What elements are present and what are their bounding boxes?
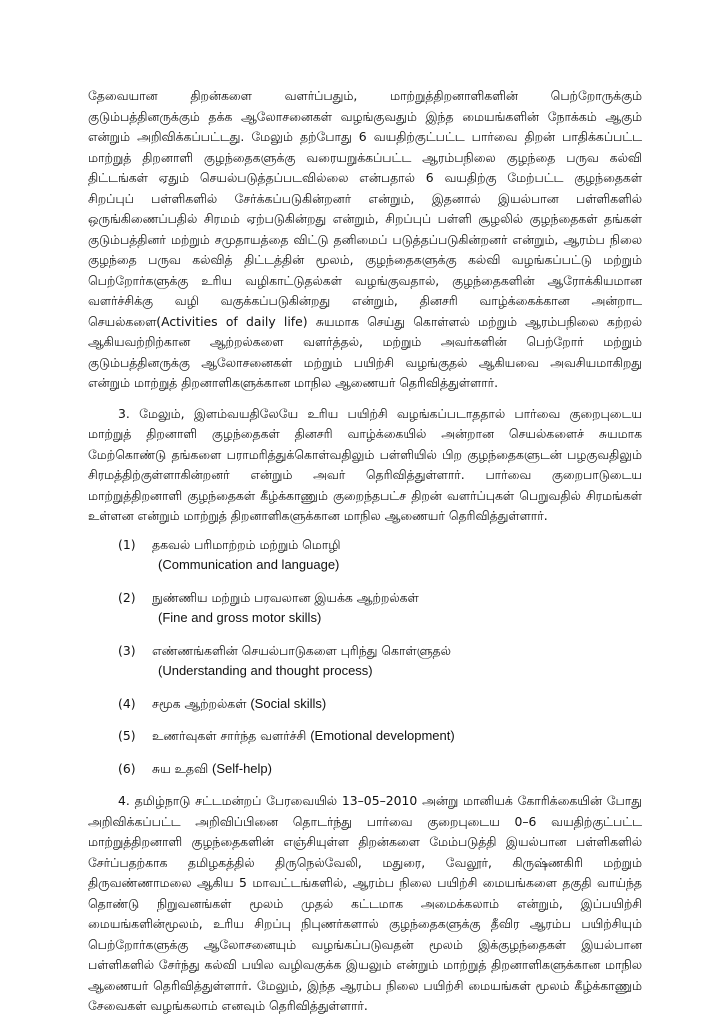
paragraph-continuation: தேவையான திறன்களை வளர்ப்பதும், மாற்றுத்திறனாளிகளின் பெற்றோருக்கும் குடும்பத்தினருக்கும் தக்க ஆலோசனைகள் வழங்குவதும் இந்த மையங்களின் நோக்கம் ஆகும் என்றும் அறிவிக்கப்பட்டது. மேலும் தற்போது 6 வயதிற்குட்பட்ட பார்வை திறன் பாதிக்கப்பட்ட மாற்றுத் திறனாளி குழந்தைகளுக்கு வரையறுக்கப்பட்ட ஆரம்பநிலை குழந்தை பருவ கல்வி திட்டங்கள் ஏதும் செயல்படுத்தப்படவில்லை என்பதால் 6 வயதிற்கு மேற்பட்ட குழந்தைகள் சிறப்புப் பள்ளிகளில் சேர்க்கப்படுகின்றனர் என்றும், இதனால் இயல்பான பள்ளிகளில் ஒருங்கிணைப்பதில் சிரமம் ஏற்படுகின்றது என்றும், சிறப்புப் பள்ளி சூழலில் குழந்தைகள் தங்கள் குடும்பத்தினர் மற்றும் சமுதாயத்தை விட்டு தனிமைப் படுத்தப்படுகின்றனர் என்றும், ஆரம்ப நிலை குழந்தை பருவ கல்வித் திட்டத்தின் மூலம், குழந்தைகளுக்கு கல்வி வழங்கப்பட்டு மற்றும் பெற்றோர்களுக்கு உரிய வழிகாட்டுதல்கள் வழங்குவதால், குழந்தைகளின் ஆரோக்கியமான வளர்ச்சிக்கு வழி வகுக்கப்படுகின்றது என்றும், தினசரி வாழ்க்கைக்கான அன்றாட செயல்களை(Activities of daily life) சுயமாக செய்து கொள்ளல் மற்றும் ஆரம்பநிலை கற்றல் ஆகியவற்றிற்கான ஆற்றல்களை வளர்த்தல், மற்றும் அவர்களின் பெற்றோர் மற்றும் குடும்பத்தினருக்கு ஆலோசனைகள் மற்றும் பயிற்சி வழங்குதல் ஆகியவை அவசியமாகிறது என்றும் மாற்றுத் திறனாளிகளுக்கான மாநில ஆணையர் தெரிவித்துள்ளார். <box>88 88 642 390</box>
paragraph-3: 3. மேலும், இளம்வயதிலேயே உரிய பயிற்சி வழங்கப்படாததால் பார்வை குறைபுடைய மாற்றுத் திறனாளி குழந்தைகள் தினசரி வாழ்க்கையில் அன்றான செயல்களைச் சுயமாக மேற்கொண்டு தங்களை பராமரித்துக்கொள்வதிலும் பள்ளியில் பிற குழந்தைகளுடன் பழகுவதிலும் சிரமத்திற்குள்ளாகின்றனர் என்றும் அவர் தெரிவித்துள்ளார். பார்வை குறைபாடுடைய மாற்றுத்திறனாளி குழந்தைகள் கீழ்க்காணும் குறைந்தபட்ச திறன் வளர்ப்புகள் பெறுவதில் சிரமங்கள் உள்ளன என்றும் மாற்றுத் திறனாளிகளுக்கான மாநில ஆணையர் தெரிவித்துள்ளார். <box>88 405 642 523</box>
paragraph-gap <box>88 394 642 404</box>
list-item-english: (Emotional development) <box>310 728 455 743</box>
list-item-text <box>152 759 642 780</box>
list-item <box>88 759 642 780</box>
list-item-text <box>152 535 642 576</box>
list-item <box>88 726 642 747</box>
list-item-text <box>152 641 642 682</box>
skills-list <box>88 535 642 780</box>
list-item-english: (Fine and gross motor skills) <box>158 610 322 625</box>
list-item-text <box>152 726 642 747</box>
list-item <box>88 694 642 715</box>
list-item-number: (3) <box>118 642 136 658</box>
list-item-tamil: எண்ணங்களின் செயல்பாடுகளை புரிந்து கொள்ளுதல் <box>152 642 451 658</box>
list-item-number: (5) <box>118 728 136 743</box>
list-item <box>88 535 642 576</box>
list-item-number: (1) <box>118 536 136 552</box>
list-item-number: (6) <box>118 760 136 776</box>
list-item-text <box>152 588 642 629</box>
list-item-tamil: சுய உதவி <box>152 760 209 776</box>
list-item-english: (Communication and language) <box>158 557 340 572</box>
list-item-tamil: தகவல் பரிமாற்றம் மற்றும் மொழி <box>152 536 341 552</box>
list-item-english: (Understanding and thought process) <box>158 663 373 678</box>
list-item <box>88 641 642 682</box>
list-item-text <box>152 694 642 715</box>
paragraph-4: 4. தமிழ்நாடு சட்டமன்றப் பேரவையில் 13–05–2010 அன்று மானியக் கோரிக்கையின் போது அறிவிக்கப்பட்ட அறிவிப்பினை தொடர்ந்து பார்வை குறைபுடைய 0–6 வயதிற்குட்பட்ட மாற்றுத்திறனாளி குழந்தைகளின் எஞ்சியுள்ள திறன்களை மேம்படுத்தி இயல்பான பள்ளிகளில் சேர்ப்பதற்காக தமிழகத்தில் திருநெல்வேலி, மதுரை, வேலூர், கிருஷ்ணகிரி மற்றும் திருவண்ணாமலை ஆகிய 5 மாவட்டங்களில், ஆரம்ப நிலை பயிற்சி மையங்களை தகுதி வாய்ந்த தொண்டு நிறுவனங்கள் மூலம் முதல் கட்டமாக அமைக்கலாம் என்றும், இப்பயிற்சி மையங்களின்மூலம், உரிய சிறப்பு நிபுணர்களால் குழந்தைகளுக்கு தீவிர ஆரம்ப பயிற்சியும் பெற்றோர்களுக்கு ஆலோசனையும் வழங்கப்படுவதன் மூலம் இக்குழந்தைகள் இயல்பான பள்ளிகளில் சேர்ந்து கல்வி பயில வழிவகுக்க இயலும் என்றும் மாற்றுத் திறனாளிகளுக்கான மாநில ஆணையர் தெரிவித்துள்ளார். மேலும், இந்த ஆரம்ப நிலை பயிற்சி மையங்கள் மூலம் கீழ்க்காணும் சேவைகள் வழங்கலாம் எனவும் தெரிவித்துள்ளார். <box>88 793 642 1013</box>
list-item <box>88 588 642 629</box>
list-item-number: (4) <box>118 695 136 711</box>
list-item-english: (Self-help) <box>212 760 272 776</box>
list-item-number: (2) <box>118 589 136 605</box>
list-item-tamil: சமூக ஆற்றல்கள் <box>152 695 247 711</box>
document-page <box>88 86 642 1017</box>
list-item-english: (Social skills) <box>250 695 327 711</box>
list-item-tamil: நுண்ணிய மற்றும் பரவலான இயக்க ஆற்றல்கள் <box>152 589 419 605</box>
list-item-tamil: உணர்வுகள் சார்ந்த வளர்ச்சி <box>152 728 307 743</box>
